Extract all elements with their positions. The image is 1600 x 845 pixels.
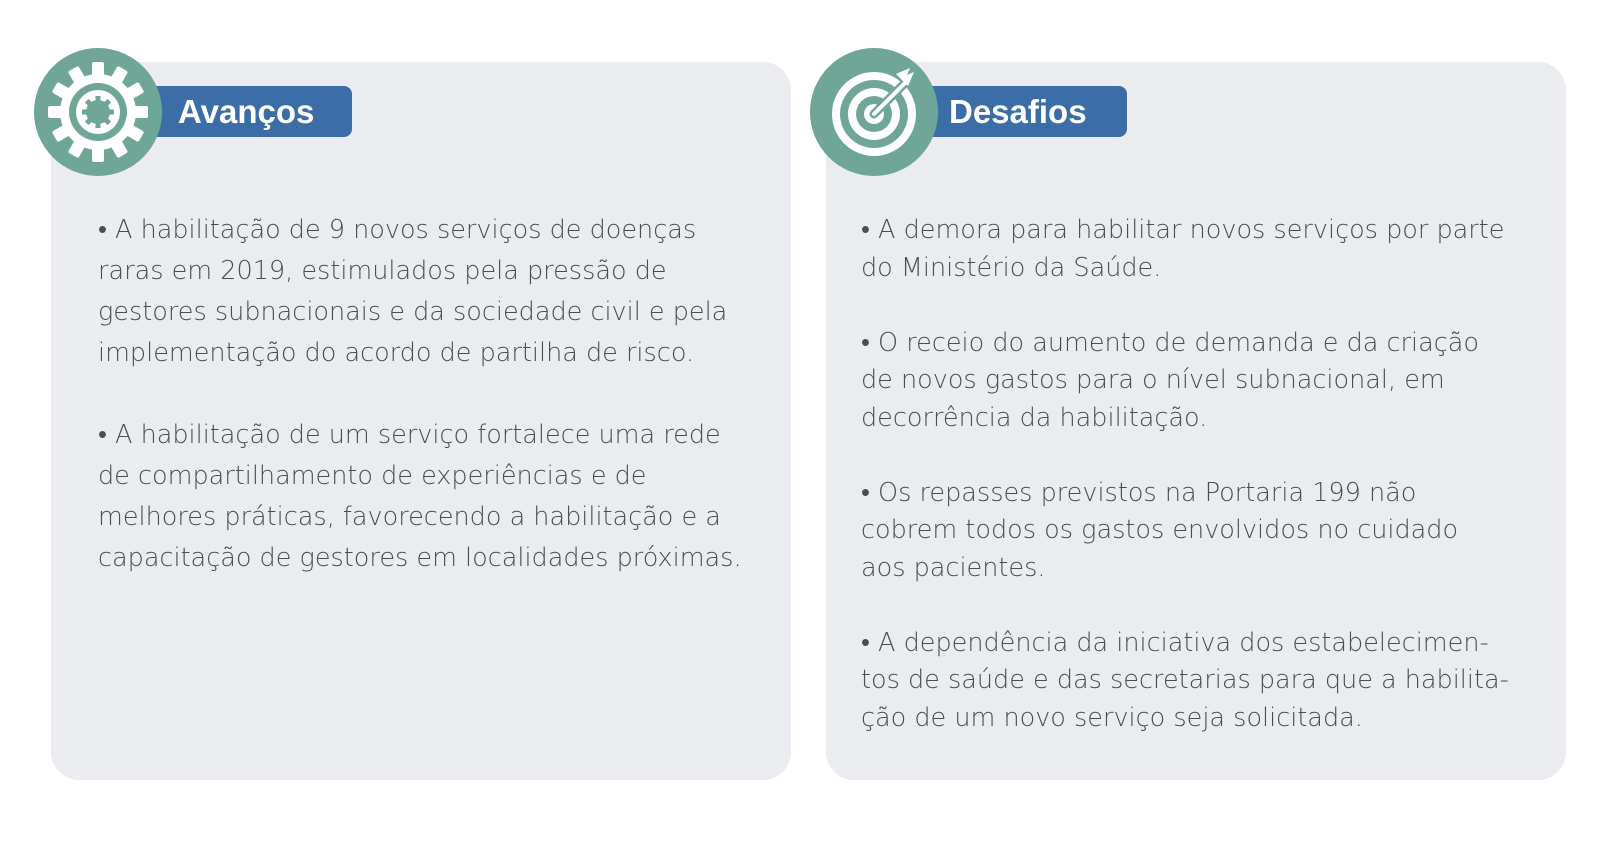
text-line: capacitação de gestores em localidades próximas. — [98, 543, 742, 573]
gear-icon — [34, 48, 162, 176]
text-line: aos pacientes. — [861, 552, 1046, 583]
text-line: gestores subnacionais e da sociedade civil e pela — [98, 297, 728, 327]
text-line: cobrem todos os gastos envolvidos no cuidado — [861, 515, 1459, 545]
desafios-title: Desafios — [905, 86, 1127, 137]
avancos-list — [98, 210, 758, 620]
text-line: do Ministério da Saúde. — [861, 252, 1162, 283]
text-line: • A habilitação de 9 novos serviços de doenças — [98, 215, 697, 245]
desafios-item-2 — [861, 325, 1541, 438]
text-line: implementação do acordo de partilha de risco. — [98, 338, 695, 368]
target-icon — [810, 48, 938, 176]
text-line: • A dependência da iniciativa dos estabelecimen- — [861, 627, 1489, 658]
desafios-item-4 — [861, 625, 1541, 738]
avancos-item-2 — [98, 415, 758, 579]
desafios-badge — [810, 48, 938, 176]
desafios-item-1 — [861, 212, 1541, 287]
text-line: de novos gastos para o nível subnacional, em — [861, 365, 1445, 395]
text-line: decorrência da habilitação. — [861, 402, 1208, 433]
desafios-item-3 — [861, 475, 1541, 588]
avancos-title: Avanços — [130, 86, 352, 137]
text-line: tos de saúde e das secretarias para que a habilita- — [861, 665, 1509, 695]
text-line: • A habilitação de um serviço fortalece uma rede — [98, 420, 721, 450]
text-line: • A demora para habilitar novos serviços por parte — [861, 215, 1505, 245]
avancos-badge — [34, 48, 162, 176]
text-line: de compartilhamento de experiências e de — [98, 461, 647, 491]
avancos-item-1 — [98, 210, 758, 374]
text-line: • Os repasses previstos na Portaria 199 não — [861, 477, 1417, 508]
text-line: ção de um novo serviço seja solicitada. — [861, 702, 1363, 733]
text-line: raras em 2019, estimulados pela pressão de — [98, 256, 667, 286]
text-line: melhores práticas, favorecendo a habilitação e a — [98, 502, 721, 532]
desafios-list — [861, 212, 1541, 775]
text-line: • O receio do aumento de demanda e da criação — [861, 327, 1479, 358]
